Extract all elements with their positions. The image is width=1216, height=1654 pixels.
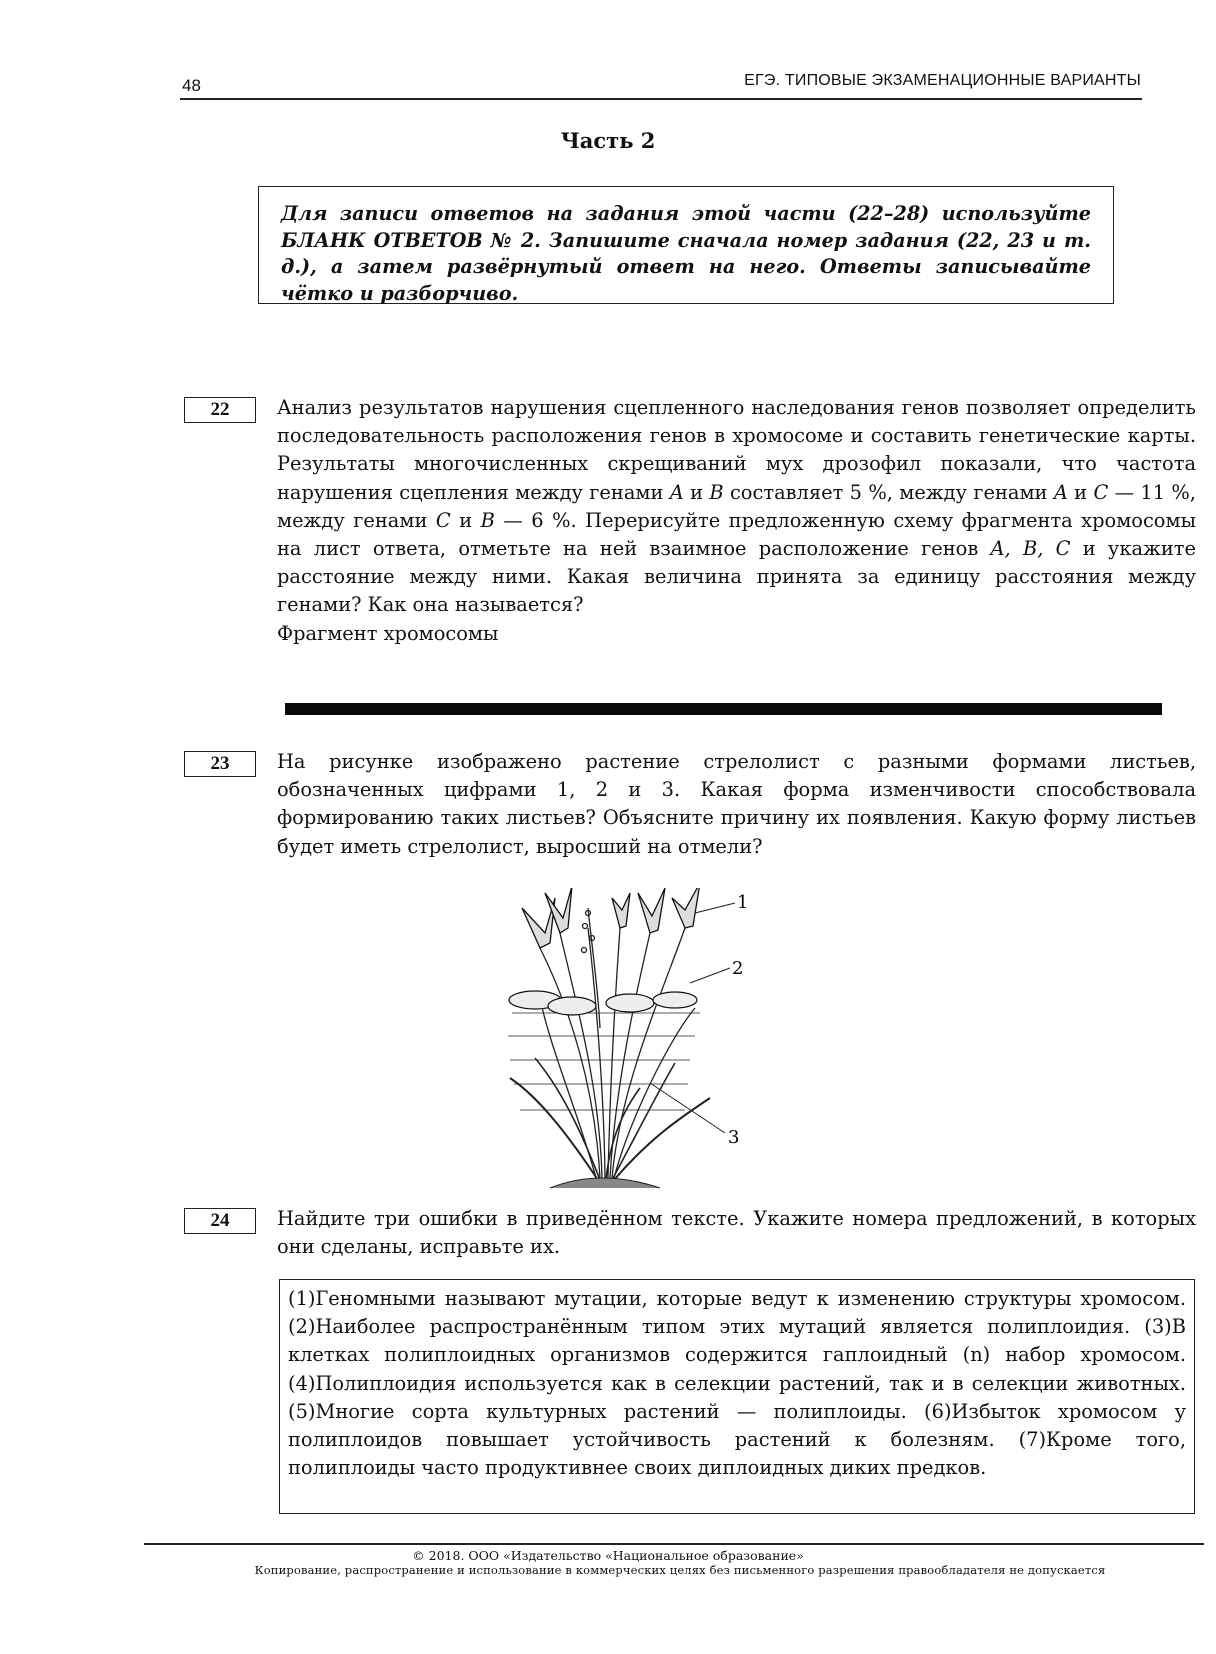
gene-c: C <box>1093 480 1109 504</box>
task-number-22: 22 <box>184 397 256 423</box>
gene-c: C <box>435 508 451 532</box>
fragment-label: Фрагмент хромосомы <box>277 621 499 645</box>
arrowhead-plant-illustration <box>500 888 800 1193</box>
instructions-text: Для записи ответов на задания этой части (22–28) используйте БЛАНК ОТВЕТОВ № 2. Запишите сначала номер задания (22, 23 и т. д.), а затем развёрнутый ответ на него. Ответы записывайте чётко и разборчиво. <box>281 202 1091 305</box>
error-passage-box <box>279 1279 1195 1514</box>
task-22-text-a: Анализ результатов нарушения сцепленного наследования генов позволяет определить последовательность расположения генов в хромосоме и составить генетические карты. Результаты многочисленных скрещиваний мух дрозофил показали, что частота нарушения сцепления между генами <box>277 396 1196 504</box>
gene-b: B <box>480 508 495 532</box>
genes-list: A, B, C <box>990 537 1071 561</box>
instructions-box <box>258 186 1114 304</box>
running-title: ЕГЭ. ТИПОВЫЕ ЭКЗАМЕНАЦИОННЫЕ ВАРИАНТЫ <box>744 72 1141 89</box>
task-24-text: Найдите три ошибки в приведённом тексте. Укажите номера предложений, в которых они сделаны, исправьте их. <box>277 1207 1196 1259</box>
page-number: 48 <box>182 76 201 95</box>
task-22-text <box>277 394 1196 648</box>
chromosome-fragment <box>285 703 1162 715</box>
gene-a: A <box>669 480 684 504</box>
part-title: Часть 2 <box>560 128 656 153</box>
task-22-text-b: составляет 5 %, между генами <box>723 480 1054 504</box>
gene-a: A <box>1053 480 1068 504</box>
task-23-text: На рисунке изображено растение стрелолист с разными формами листьев, обозначенных цифрами 1, 2 и 3. Какая форма изменчивости способствовала формированию таких листьев? Объясните причину их появления. Какую форму листьев будет иметь стрелолист, выросший на отмели? <box>277 750 1196 858</box>
footer-divider <box>144 1543 1204 1545</box>
task-number-23: 23 <box>184 751 256 777</box>
conj: и <box>450 508 481 532</box>
error-passage-text: (1)Геномными называют мутации, которые ведут к изменению структуры хромосом. (2)Наиболее распространённым типом этих мутаций является полиплоидия. (3)В клетках полиплоидных организмов содержится гаплоидный (n) набор хромосом. (4)Полиплоидия используется как в селекции растений, так и в селекции животных. (5)Многие сорта культурных растений — полиплоиды. (6)Избыток хромосом у полиплоидов повышает устойчивость растений к болезням. (7)Кроме того, полиплоиды часто продуктивнее своих диплоидных диких предков. <box>288 1287 1186 1480</box>
task-22-text-d: — 6 %. Перерисуйте предложенную схему фрагмента хромосомы на лист ответа, отметьте на ней взаимное расположение генов <box>277 508 1196 561</box>
header-divider <box>180 98 1142 100</box>
leaf-label-1: 1 <box>737 892 749 913</box>
task-number-24: 24 <box>184 1208 256 1234</box>
task-22-text-e: и укажите расстояние между ними. Какая величина принята за единицу расстояния между генами? Как она называется? <box>277 537 1196 617</box>
leaf-label-3: 3 <box>728 1127 740 1148</box>
footer-legal-notice: Копирование, распространение и использование в коммерческих целях без письменного разрешения правообладателя не допускается <box>254 1563 1106 1577</box>
gene-b: B <box>709 480 724 504</box>
footer-copyright: © 2018. ООО «Издательство «Национальное образование» <box>412 1548 804 1563</box>
conj: и <box>683 480 710 504</box>
task-22-text-c: — 11 %, между генами <box>277 480 1196 532</box>
leaf-label-2: 2 <box>732 958 744 979</box>
conj: и <box>1067 480 1094 504</box>
